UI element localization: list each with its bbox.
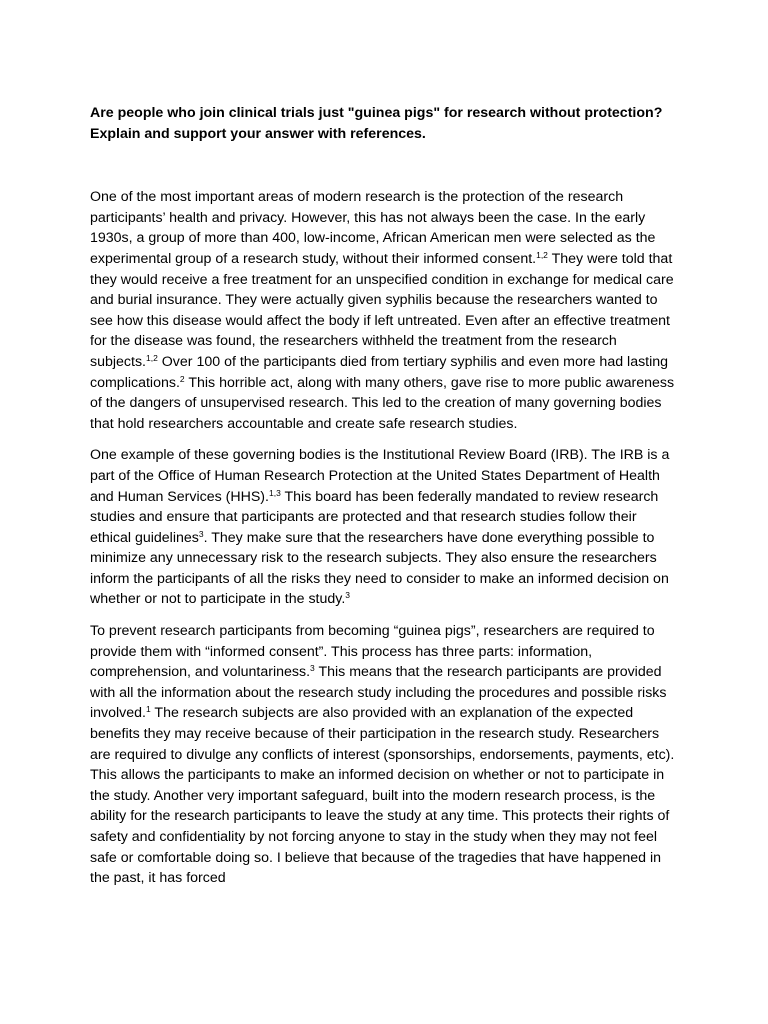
paragraph-3-text-c: The research subjects are also provided with an explanation of the expected benefits they may receive because of their participation in the research study. Researchers are required to divulge any conflicts of interest (sponsorships, endorsements, payments, etc). This allows the participants to make an informed decision on whether or not to participate in the study. Another very important safeguard, built into the modern research process, is the ability for the research participants to leave the study at any time. This protects their rights of safety and confidentiality by not forcing anyone to stay in the study when they may not feel safe or comfortable doing so. I believe that because of the tragedies that have happened in the past, it has forced [90,705,675,887]
citation-ref: 3 [310,663,315,674]
paragraph-2-text-b: This board has been federally mandated to review research studies and ensure that participants are protected and that research studies follow their ethical guidelines [90,488,659,546]
question-heading: Are people who join clinical trials just "guinea pigs" for research without protection? Explain and support your answer with references. [90,105,663,142]
paragraph-2-text-c: . They make sure that the researchers have done everything possible to minimize any unnecessary risk to the research subjects. They also ensure the researchers inform the participants of all the risks they need to consider to make an informed decision on whether or not to participate in the study. [90,529,669,608]
citation-ref: 2 [179,373,185,384]
paragraph-3 [90,621,678,889]
citation-ref: 1,2 [146,352,158,363]
paragraph-1-text-d: This horrible act, along with many others, gave rise to more public awareness of the dangers of unsupervised research. This led to the creation of many governing bodies that hold researchers accountable and create safe research studies. [90,374,675,432]
paragraph-1-text-a: One of the most important areas of modern research is the protection of the research participants’ health and privacy. However, this has not always been the case. In the early 1930s, a group of more than 400, low-income, African American men were selected as the experimental group of a research study, without their informed consent. [90,189,656,267]
citation-ref: 3 [345,590,350,601]
paragraph-1 [90,187,678,434]
paragraph-2-text-a: One example of these governing bodies is the Institutional Review Board (IRB). The IRB is a part of the Office of Human Research Protection at the United States Department of Health and Human Services (HHS). [90,447,670,505]
citation-ref: 1 [146,704,151,715]
citation-ref: 1,2 [536,249,548,260]
paragraph-1-text-b: They were told that they would receive a free treatment for an unspecified condition in exchange for medical care and burial insurance. They were actually given syphilis because the researchers wanted to see how this disease would affect the body if left untreated. Even after an effective treatment for the disease was found, the researchers withheld the treatment from the research subjects. [90,250,674,370]
paragraph-2 [90,445,678,610]
paragraph-3-text-a: To prevent research participants from becoming “guinea pigs”, researchers are required to provide them with “informed consent”. This process has three parts: information, comprehension, and voluntariness. [90,623,655,681]
paragraph-3-text-b: This means that the research participants are provided with all the information about the research study including the procedures and possible risks involved. [90,664,667,722]
citation-ref: 3 [198,528,204,539]
paragraph-1-text-c: Over 100 of the participants died from tertiary syphilis and even more had lasting complications. [90,353,669,391]
citation-ref: 1,3 [268,487,281,498]
